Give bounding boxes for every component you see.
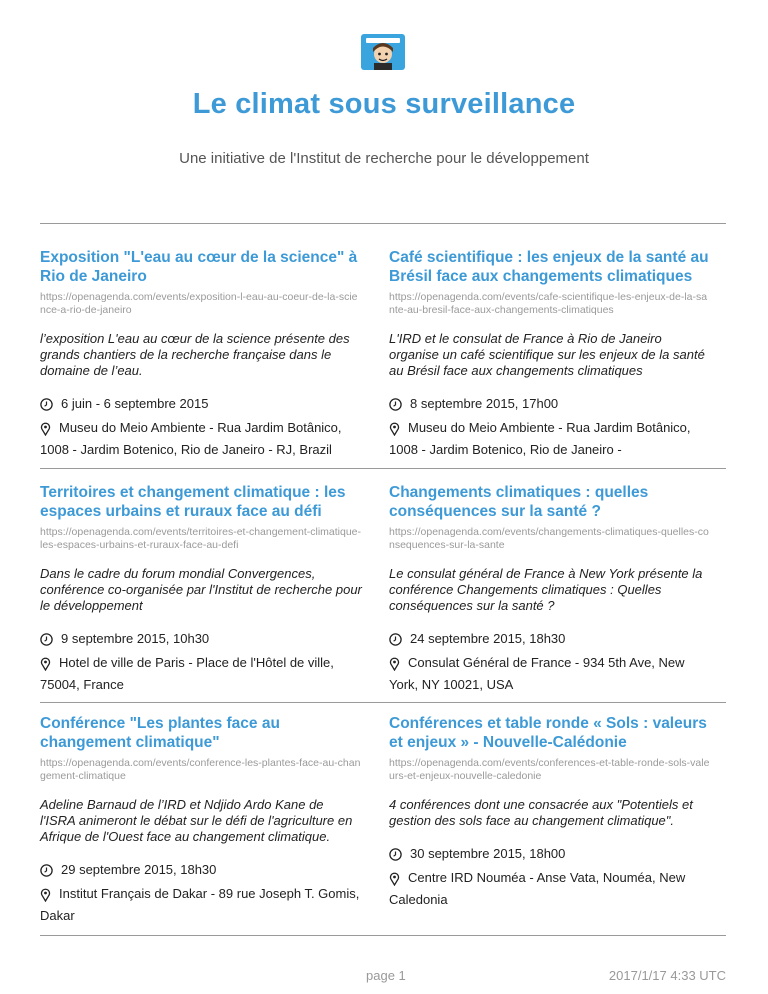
page-title: Le climat sous surveillance	[192, 88, 576, 120]
event-date-text: 29 septembre 2015, 18h30	[61, 862, 217, 877]
event-date-text: 24 septembre 2015, 18h30	[410, 631, 566, 646]
event-url[interactable]: https://openagenda.com/events/conference-les-plantes-face-au-changement-climatique	[40, 757, 361, 782]
event-location-text: Museu do Meio Ambiente - Rua Jardim Botânico, 1008 - Jardim Botenico, Rio de Janeiro -	[389, 420, 691, 457]
event-date	[389, 630, 711, 648]
page-number: page 1	[366, 968, 406, 983]
generated-timestamp: 2017/1/17 4:33 UTC	[608, 968, 726, 983]
event-description: 4 conférences dont une consacrée aux "Potentiels et gestion des sols face au changement climatique".	[389, 797, 693, 828]
event-description: Dans le cadre du forum mondial Convergences, conférence co-organisée par l'Institut de recherche pour le développement	[40, 566, 362, 613]
event-date	[40, 395, 362, 413]
divider	[40, 468, 726, 469]
agenda-logo	[360, 33, 406, 71]
event-date-text: 6 juin - 6 septembre 2015	[61, 396, 209, 411]
clock-icon	[389, 398, 402, 411]
event-card	[40, 714, 362, 927]
event-url[interactable]: https://openagenda.com/events/exposition-l-eau-au-coeur-de-la-science-a-rio-de-janeiro	[40, 291, 358, 316]
event-location-text: Consulat Général de France - 934 5th Ave, New York, NY 10021, USA	[389, 655, 685, 692]
event-title[interactable]: Exposition "L'eau au cœur de la science" à Rio de Janeiro	[40, 249, 358, 285]
map-pin-icon	[40, 657, 51, 671]
event-location-text: Museu do Meio Ambiente - Rua Jardim Botânico, 1008 - Jardim Botenico, Rio de Janeiro - RJ, Brazil	[40, 420, 342, 457]
event-url[interactable]: https://openagenda.com/events/conferences-et-table-ronde-sols-valeurs-et-enjeux-nouvelle-caledonie	[389, 757, 710, 782]
divider	[40, 223, 726, 224]
clock-icon	[389, 848, 402, 861]
event-card	[40, 483, 362, 696]
event-date	[389, 845, 711, 863]
clock-icon	[40, 633, 53, 646]
clock-icon	[389, 633, 402, 646]
event-date	[40, 630, 362, 648]
event-location	[389, 867, 711, 911]
event-url[interactable]: https://openagenda.com/events/territoires-et-changement-climatique-les-espaces-urbains-et-ruraux-face-au-defi	[40, 526, 361, 551]
event-title[interactable]: Café scientifique : les enjeux de la santé au Brésil face aux changements climatiques	[389, 249, 709, 285]
event-location-text: Centre IRD Nouméa - Anse Vata, Nouméa, New Caledonia	[389, 870, 686, 907]
event-card	[40, 248, 362, 461]
event-description: L'IRD et le consulat de France à Rio de Janeiro organise un café scientifique sur les enjeux de la santé au Brésil face aux changements climatiques	[389, 331, 705, 378]
event-location	[40, 883, 362, 927]
clock-icon	[40, 398, 53, 411]
event-description: Adeline Barnaud de l’IRD et Ndjido Ardo Kane de l'ISRA animeront le débat sur le défi de l'agriculture en Afrique de l'Ouest face au changement climatique.	[40, 797, 353, 844]
event-location-text: Hotel de ville de Paris - Place de l'Hôtel de ville, 75004, France	[40, 655, 334, 692]
map-pin-icon	[389, 872, 400, 886]
divider	[40, 935, 726, 936]
event-location	[40, 652, 362, 696]
map-pin-icon	[389, 422, 400, 436]
map-pin-icon	[40, 422, 51, 436]
event-title[interactable]: Conférence "Les plantes face au changement climatique"	[40, 715, 280, 751]
map-pin-icon	[40, 888, 51, 902]
event-date	[40, 861, 362, 879]
divider	[40, 702, 726, 703]
event-location	[389, 417, 711, 461]
event-title[interactable]: Changements climatiques : quelles conséquences sur la santé ?	[389, 484, 649, 520]
event-description: l’exposition L'eau au cœur de la science présente des grands chantiers de la recherche française dans le domaine de l’eau.	[40, 331, 350, 378]
clock-icon	[40, 864, 53, 877]
event-location	[389, 652, 711, 696]
event-date-text: 8 septembre 2015, 17h00	[410, 396, 559, 411]
event-title[interactable]: Territoires et changement climatique : les espaces urbains et ruraux face au défi	[40, 484, 346, 520]
event-card	[389, 248, 711, 461]
event-date-text: 9 septembre 2015, 10h30	[61, 631, 210, 646]
event-description: Le consulat général de France à New York présente la conférence Changements climatiques : Quelles conséquences sur la santé ?	[389, 566, 703, 613]
page-subtitle: Une initiative de l'Institut de recherche pour le développement	[179, 150, 589, 167]
event-url[interactable]: https://openagenda.com/events/changements-climatiques-quelles-consequences-sur-la-sante	[389, 526, 709, 551]
event-card	[389, 714, 711, 911]
event-card	[389, 483, 711, 696]
event-date-text: 30 septembre 2015, 18h00	[410, 846, 566, 861]
event-location	[40, 417, 362, 461]
event-url[interactable]: https://openagenda.com/events/cafe-scientifique-les-enjeux-de-la-sante-au-bresil-face-aux-changements-climatiques	[389, 291, 708, 316]
event-date	[389, 395, 711, 413]
event-location-text: Institut Français de Dakar - 89 rue Joseph T. Gomis, Dakar	[40, 886, 360, 923]
event-title[interactable]: Conférences et table ronde « Sols : valeurs et enjeux » - Nouvelle-Calédonie	[389, 715, 707, 751]
map-pin-icon	[389, 657, 400, 671]
